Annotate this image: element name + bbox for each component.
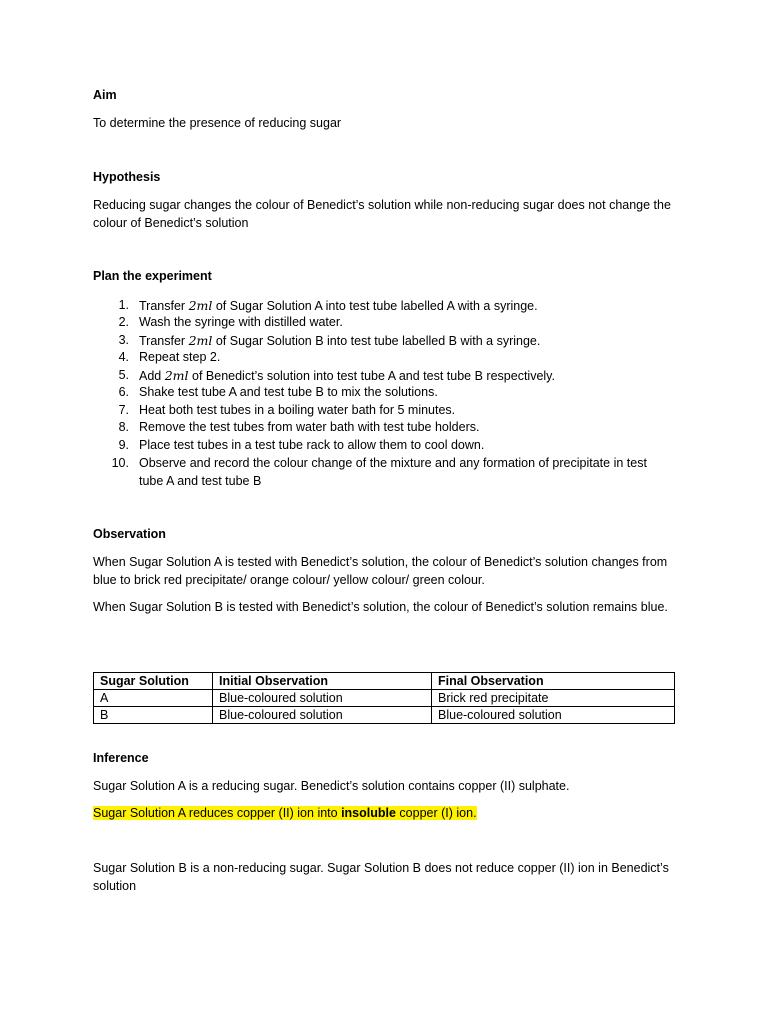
plan-heading: Plan the experiment bbox=[93, 269, 212, 283]
step-number: 1. bbox=[118, 298, 129, 312]
step-number: 3. bbox=[118, 333, 129, 347]
table-cell: A bbox=[94, 690, 213, 707]
step-text: Transfer 2ml of Sugar Solution A into test tube labelled A with a syringe. bbox=[139, 298, 538, 313]
aim-heading: Aim bbox=[93, 88, 117, 102]
observation-heading: Observation bbox=[93, 527, 166, 541]
table-header: Initial Observation bbox=[213, 673, 432, 690]
step-number: 2. bbox=[118, 315, 129, 329]
step-text: Heat both test tubes in a boiling water bath for 5 minutes. bbox=[139, 403, 456, 417]
inference-heading: Inference bbox=[93, 751, 149, 765]
step-number: 4. bbox=[118, 350, 129, 364]
hypothesis-text: Reducing sugar changes the colour of Benedict’s solution while non-reducing sugar does not change the colour of Benedict’s solution bbox=[93, 198, 671, 230]
step-number: 6. bbox=[118, 385, 129, 399]
hypothesis-heading: Hypothesis bbox=[93, 170, 161, 184]
table-row bbox=[94, 707, 675, 724]
step-number: 10. bbox=[111, 456, 129, 470]
step-text: Shake test tube A and test tube B to mix the solutions. bbox=[139, 385, 438, 399]
table-cell: Brick red precipitate bbox=[432, 690, 675, 707]
observation-para-2: When Sugar Solution B is tested with Benedict’s solution, the colour of Benedict’s solution remains blue. bbox=[93, 600, 668, 614]
step-text: Remove the test tubes from water bath with test tube holders. bbox=[139, 420, 480, 434]
observation-table bbox=[93, 672, 675, 724]
table-header-row bbox=[94, 673, 675, 690]
step-number: 9. bbox=[118, 438, 129, 452]
step-text: Place test tubes in a test tube rack to allow them to cool down. bbox=[139, 438, 485, 452]
inference-para-3: Sugar Solution B is a non-reducing sugar. Sugar Solution B does not reduce copper (II) ion in Benedict’s solution bbox=[93, 861, 669, 893]
step-number: 8. bbox=[118, 420, 129, 434]
table-header: Final Observation bbox=[432, 673, 675, 690]
table-cell: Blue-coloured solution bbox=[213, 690, 432, 707]
step-text: Repeat step 2. bbox=[139, 350, 221, 364]
inference-highlight: Sugar Solution A reduces copper (II) ion into insoluble copper (I) ion. bbox=[93, 806, 477, 820]
step-text: Observe and record the colour change of the mixture and any formation of precipitate in test tube A and test tube B bbox=[139, 456, 647, 488]
inference-para-1: Sugar Solution A is a reducing sugar. Benedict’s solution contains copper (II) sulphate. bbox=[93, 779, 570, 793]
table-cell: B bbox=[94, 707, 213, 724]
step-text: Add 2ml of Benedict’s solution into test tube A and test tube B respectively. bbox=[139, 368, 555, 383]
table-row bbox=[94, 690, 675, 707]
step-number: 7. bbox=[118, 403, 129, 417]
aim-text: To determine the presence of reducing sugar bbox=[93, 116, 342, 130]
table-cell: Blue-coloured solution bbox=[213, 707, 432, 724]
table-cell: Blue-coloured solution bbox=[432, 707, 675, 724]
step-number: 5. bbox=[118, 368, 129, 382]
step-text: Transfer 2ml of Sugar Solution B into test tube labelled B with a syringe. bbox=[139, 333, 541, 348]
observation-para-1: When Sugar Solution A is tested with Benedict’s solution, the colour of Benedict’s solution changes from blue to brick red precipitate/ orange colour/ yellow colour/ green colour. bbox=[93, 555, 668, 587]
step-text: Wash the syringe with distilled water. bbox=[139, 315, 343, 329]
table-header: Sugar Solution bbox=[94, 673, 213, 690]
